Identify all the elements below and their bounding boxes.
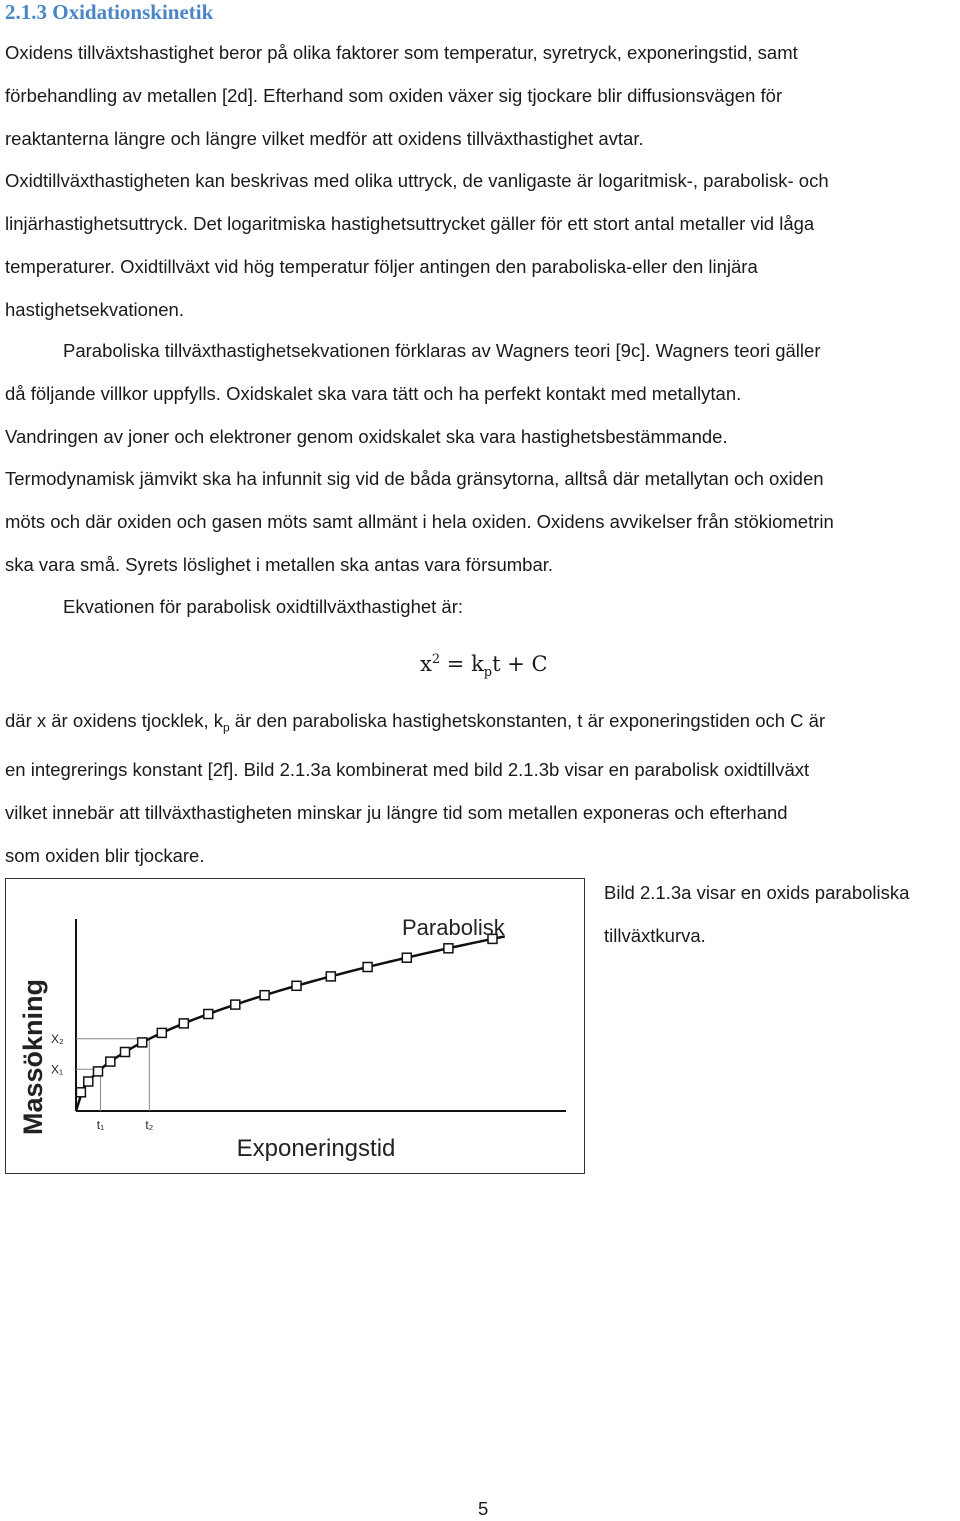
- p2-line: ska vara små. Syrets löslighet i metallen ska antas vara försumbar.: [5, 553, 554, 575]
- x-axis-label: Exponeringstid: [236, 1135, 396, 1162]
- p1-line: hastighetsekvationen.: [5, 298, 184, 320]
- parabolic-growth-chart: [6, 879, 583, 1172]
- p1-line: förbehandling av metallen [2d]. Efterhand som oxiden växer sig tjockare blir diffusionsvägen för: [5, 84, 783, 106]
- x-tick-t2: t₂: [145, 1118, 154, 1132]
- equation: $x^2 = k_pt + C$: [420, 652, 548, 681]
- x-tick-t1: t₁: [96, 1118, 105, 1132]
- p4-line: som oxiden blir tjockare.: [5, 845, 205, 867]
- data-point-marker: [292, 981, 301, 990]
- data-point-marker: [260, 991, 269, 1000]
- data-markers: [76, 934, 497, 1096]
- data-point-marker: [94, 1067, 103, 1076]
- series-title: Parabolisk: [402, 915, 505, 940]
- p2-line: möts och där oxiden och gasen möts samt allmänt i hela oxiden. Oxidens avvikelser från stökiometrin: [5, 511, 834, 533]
- paragraph-1: [5, 32, 960, 332]
- p4-line: en integrerings konstant [2f]. Bild 2.1.3a kombinerat med bild 2.1.3b visar en parabolisk oxidtillväxt: [5, 759, 810, 781]
- data-point-marker: [363, 963, 372, 972]
- p2-line: Paraboliska tillväxthastighetsekvationen förklaras av Wagners teori [9c]. Wagners teori gäller: [63, 340, 821, 361]
- paragraph-2: [5, 330, 960, 587]
- p2-line: Vandringen av joner och elektroner genom oxidskalet ska vara hastighetsbestämmande.: [5, 425, 728, 447]
- p4-line: där x är oxidens tjocklek, k: [5, 710, 223, 731]
- p1-line: Oxidens tillväxtshastighet beror på olika faktorer som temperatur, syretryck, exponeringstid, samt: [5, 42, 798, 63]
- data-point-marker: [121, 1048, 130, 1057]
- p1-line: temperaturer. Oxidtillväxt vid hög temperatur följer antingen den paraboliska-eller den linjära: [5, 255, 758, 277]
- y-tick-x2: X₂: [51, 1031, 64, 1046]
- p1-line: linjärhastighetsuttryck. Det logaritmiska hastighetsuttrycket gäller för ett stort antal metaller vid låga: [5, 213, 815, 235]
- section-heading: 2.1.3 Oxidationskinetik: [5, 0, 214, 24]
- p1-line: reaktanterna längre och längre vilket medför att oxidens tillväxthastighet avtar.: [5, 127, 644, 149]
- p1-line: Oxidtillväxthastigheten kan beskrivas med olika uttryck, de vanligaste är logaritmisk-, parabolisk- och: [5, 170, 829, 192]
- data-point-marker: [326, 972, 335, 981]
- data-point-marker: [76, 1088, 85, 1097]
- data-point-marker: [204, 1010, 213, 1019]
- p2-line: då följande villkor uppfylls. Oxidskalet ska vara tätt och ha perfekt kontakt med metallytan.: [5, 382, 742, 404]
- data-point-marker: [231, 1000, 240, 1009]
- y-tick-x1: X₁: [51, 1062, 64, 1077]
- figure-caption: Bild 2.1.3a visar en oxids paraboliska tillväxtkurva.: [604, 882, 910, 946]
- parabolic-curve: [76, 936, 505, 1111]
- p2-line: Termodynamisk jämvikt ska ha infunnit sig vid de båda gränsytorna, alltså där metallytan och oxiden: [5, 468, 824, 490]
- parabolic-growth-figure: [5, 878, 585, 1174]
- p3-line: Ekvationen för parabolisk oxidtillväxthastighet är:: [63, 596, 464, 617]
- data-point-marker: [402, 953, 411, 962]
- data-point-marker: [106, 1057, 115, 1066]
- data-point-marker: [179, 1019, 188, 1028]
- page-number: 5: [478, 1498, 489, 1519]
- paragraph-3: [5, 586, 960, 629]
- guide-lines: [76, 1039, 149, 1111]
- p4-line: vilket innebär att tillväxthastigheten minskar ju längre tid som metallen exponeras och efterhand: [5, 802, 788, 824]
- data-point-marker: [138, 1038, 147, 1047]
- paragraph-4: där x är oxidens tjocklek, $k_p$ är den paraboliska hastighetskonstanten, t är exponeringstiden och C är en integrerings konstant [2f]. Bild 2.1.3a kombinerat med bild 2.1.3b visar en parabolisk oxidtillväxt vilket innebär att tillväxthastigheten minskar ju längre tid som metallen exponeras och efterhand som oxiden blir tjockare.: [5, 710, 826, 867]
- data-point-marker: [157, 1028, 166, 1037]
- data-point-marker: [444, 944, 453, 953]
- data-point-marker: [84, 1077, 93, 1086]
- y-axis-label: Massökning: [18, 978, 48, 1136]
